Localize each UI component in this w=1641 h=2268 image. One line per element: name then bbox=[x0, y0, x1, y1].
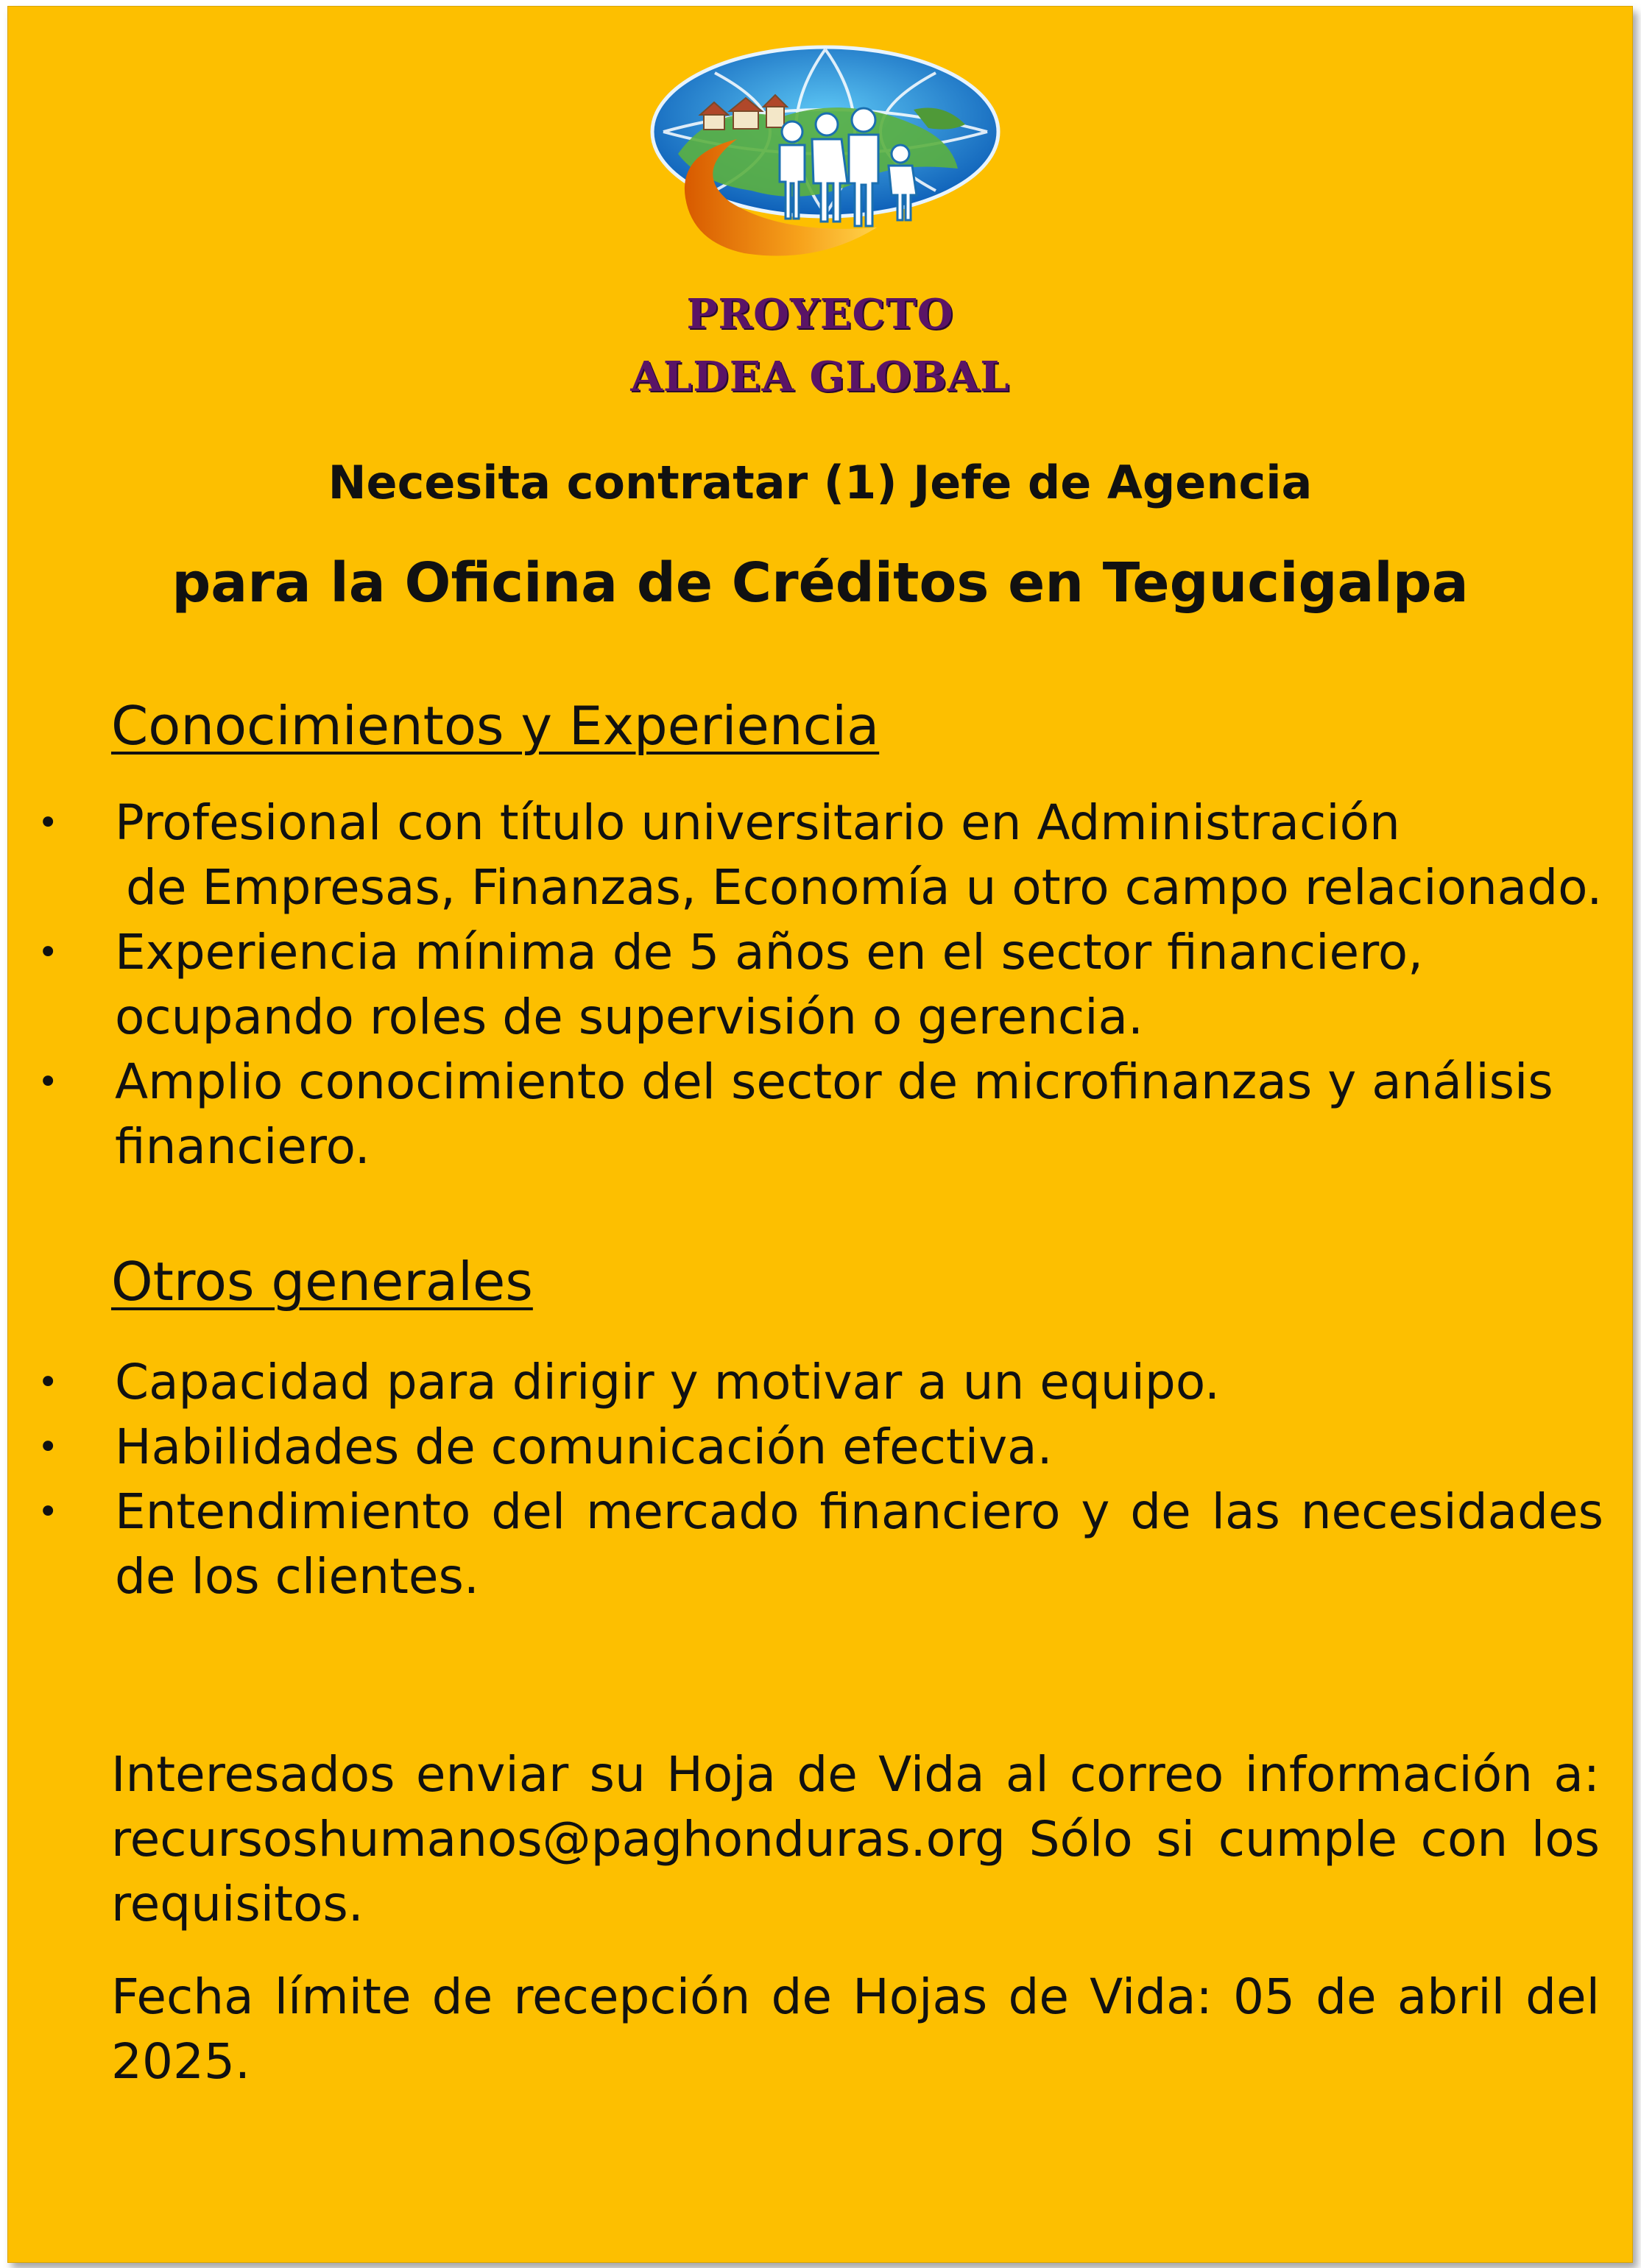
deadline-line: Fecha límite de recepción de Hojas de Vida: 05 de abril del bbox=[111, 1968, 1600, 2025]
list-item-text: de los clientes. bbox=[115, 1548, 479, 1605]
list-item-text: Experiencia mínima de 5 años en el sector financiero, bbox=[115, 924, 1424, 981]
list-item-text: Capacidad para dirigir y motivar a un equipo. bbox=[115, 1354, 1221, 1410]
globe-family-logo bbox=[634, 43, 1017, 286]
headline-line2: para la Oficina de Créditos en Tegucigalpa bbox=[172, 551, 1469, 615]
list-item-text: Profesional con título universitario en Administración bbox=[115, 794, 1400, 851]
list-item-text: de Empresas, Finanzas, Economía u otro campo relacionado. bbox=[126, 859, 1603, 916]
list-item-text: Habilidades de comunicación efectiva. bbox=[115, 1419, 1053, 1475]
headline-line1: Necesita contratar (1) Jefe de Agencia bbox=[328, 456, 1313, 509]
list-item-text: Amplio conocimiento del sector de microfinanzas y análisis bbox=[115, 1053, 1553, 1110]
bullet-icon: • bbox=[38, 1362, 59, 1403]
bullet-icon: • bbox=[38, 1491, 59, 1533]
list-item-text: financiero. bbox=[115, 1118, 370, 1175]
list-item-text: Entendimiento del mercado financiero y de las necesidades bbox=[115, 1483, 1603, 1540]
bullet-icon: • bbox=[38, 802, 59, 844]
bullet-icon: • bbox=[38, 1061, 59, 1103]
section-title-knowledge: Conocimientos y Experiencia bbox=[111, 695, 880, 757]
job-poster bbox=[7, 6, 1633, 2263]
list-item-text: ocupando roles de supervisión o gerencia. bbox=[115, 989, 1143, 1045]
brand-name-line1: PROYECTO bbox=[686, 290, 954, 339]
bullet-icon: • bbox=[38, 932, 59, 973]
deadline-line: 2025. bbox=[111, 2033, 250, 2090]
contact-email-line: recursoshumanos@paghonduras.org Sólo si cumple con los bbox=[111, 1811, 1600, 1868]
bullet-icon: • bbox=[38, 1427, 59, 1468]
section-title-general: Otros generales bbox=[111, 1251, 533, 1313]
contact-line: Interesados enviar su Hoja de Vida al correo información a: bbox=[111, 1746, 1600, 1803]
brand-name-line2: ALDEA GLOBAL bbox=[630, 353, 1010, 401]
contact-line: requisitos. bbox=[111, 1876, 364, 1932]
